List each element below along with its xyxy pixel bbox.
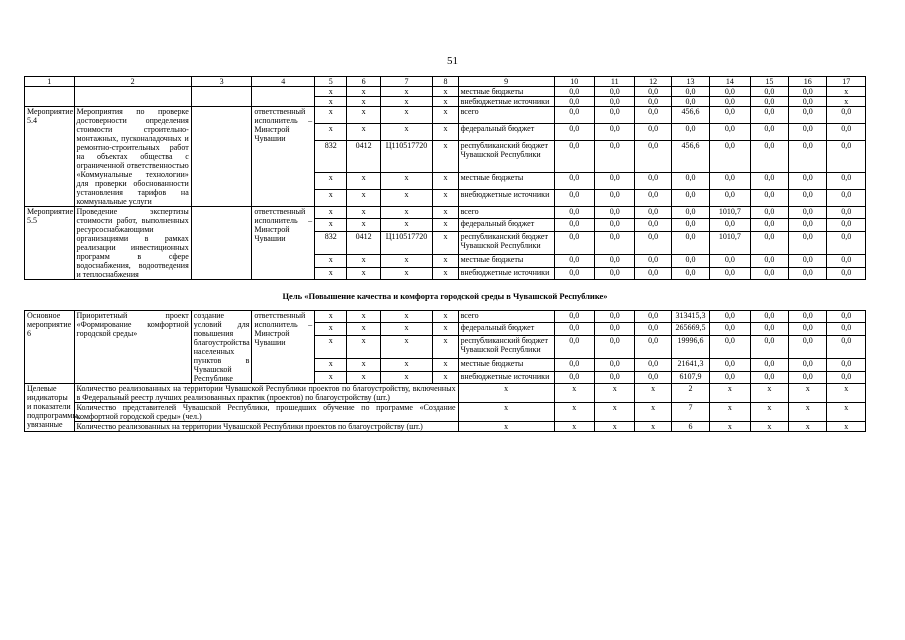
funding-source-cell: всего	[458, 107, 554, 124]
kbk-section-cell: x	[347, 255, 380, 267]
value-cell: 0,0	[554, 173, 594, 190]
value-cell: 0,0	[635, 123, 671, 140]
kbk-type-cell: x	[433, 173, 458, 190]
measure-code: Мероприятие 5.5	[25, 207, 75, 280]
value-cell: 0,0	[827, 173, 866, 190]
kbk-grbs-cell: x	[315, 173, 347, 190]
value-cell: 0,0	[635, 323, 671, 335]
value-cell: 0,0	[710, 190, 750, 207]
kbk-target-cell: x	[380, 173, 433, 190]
column-number-15: 15	[750, 77, 788, 87]
kbk-target-cell: x	[380, 123, 433, 140]
measure-executor: ответственный исполнитель – Минстрой Чувашии	[252, 207, 315, 280]
value-cell: 21641,3	[671, 359, 709, 371]
kbk-type-cell: x	[433, 323, 458, 335]
funding-source-cell: федеральный бюджет	[458, 323, 554, 335]
indicator-value: x	[458, 422, 554, 432]
indicator-row	[25, 422, 866, 432]
indicator-value: x	[710, 422, 750, 432]
title-cell	[74, 87, 191, 107]
value-cell: 0,0	[710, 311, 750, 323]
value-cell: 0,0	[789, 140, 827, 172]
value-cell: 0,0	[554, 219, 594, 231]
value-cell: 0,0	[671, 231, 709, 255]
value-cell: 0,0	[750, 311, 788, 323]
indicator-text: Количество реализованных на территории Чувашской Республики проектов по благоустройству, включенных в Федеральный реестр лучших реализованных практик (проектов) по благоустройству (шт.)	[74, 384, 458, 403]
value-cell: 0,0	[595, 219, 635, 231]
table-row	[25, 107, 866, 124]
funding-source-cell: местные бюджеты	[458, 173, 554, 190]
indicator-value: x	[789, 403, 827, 422]
funding-source-cell: местные бюджеты	[458, 87, 554, 97]
header-row	[25, 77, 866, 87]
value-cell: 0,0	[671, 97, 709, 107]
value-cell: 0,0	[595, 323, 635, 335]
kbk-grbs-cell: x	[315, 97, 347, 107]
value-cell: 0,0	[554, 207, 594, 219]
value-cell: 0,0	[635, 173, 671, 190]
funding-source-cell: внебюджетные источники	[458, 97, 554, 107]
funding-source-cell: республиканский бюджет Чувашской Республики	[458, 335, 554, 359]
indicator-value: 6	[671, 422, 709, 432]
indicator-text: Количество представителей Чувашской Республики, прошедших обучение по программе «Создание комфортной городской среды» (чел.)	[74, 403, 458, 422]
indicator-value: x	[595, 422, 635, 432]
indicator-value: x	[710, 403, 750, 422]
value-cell: 0,0	[595, 267, 635, 279]
value-cell: 0,0	[635, 359, 671, 371]
value-cell: 6107,9	[671, 371, 709, 383]
value-cell: 0,0	[595, 173, 635, 190]
value-cell: 0,0	[710, 335, 750, 359]
value-cell: 0,0	[750, 140, 788, 172]
kbk-section-cell: x	[347, 267, 380, 279]
value-cell: 0,0	[710, 87, 750, 97]
measure-title: Проведение экспертизы стоимости работ, выполненных ресурсоснабжающими организациями в рамках реализации инвестиционных программ в сфере водоснабжения, водоотведения и теплоснабжения	[74, 207, 191, 280]
value-cell: 0,0	[595, 190, 635, 207]
kbk-type-cell: x	[433, 231, 458, 255]
value-cell: 0,0	[635, 371, 671, 383]
value-cell: 0,0	[710, 173, 750, 190]
value-cell: 0,0	[635, 190, 671, 207]
measure-code: Мероприятие 5.4	[25, 107, 75, 207]
value-cell: 0,0	[750, 231, 788, 255]
value-cell: 0,0	[750, 123, 788, 140]
value-cell: 0,0	[554, 359, 594, 371]
value-cell: 0,0	[789, 311, 827, 323]
value-cell: 0,0	[789, 97, 827, 107]
kbk-grbs-cell: x	[315, 371, 347, 383]
kbk-target-cell: x	[380, 107, 433, 124]
kbk-type-cell: x	[433, 255, 458, 267]
column-number-14: 14	[710, 77, 750, 87]
value-cell: 0,0	[554, 231, 594, 255]
kbk-type-cell: x	[433, 123, 458, 140]
value-cell: 0,0	[595, 123, 635, 140]
kbk-type-cell: x	[433, 97, 458, 107]
value-cell: 313415,3	[671, 311, 709, 323]
indicator-value: x	[554, 422, 594, 432]
result-cell	[191, 87, 252, 107]
code-cell	[25, 87, 75, 107]
value-cell: 0,0	[595, 311, 635, 323]
kbk-target-cell: x	[380, 190, 433, 207]
indicator-row	[25, 403, 866, 422]
kbk-section-cell: x	[347, 173, 380, 190]
funding-source-cell: местные бюджеты	[458, 359, 554, 371]
table-row	[25, 311, 866, 323]
column-number-8: 8	[433, 77, 458, 87]
value-cell: 0,0	[789, 123, 827, 140]
value-cell: 0,0	[827, 255, 866, 267]
value-cell: 0,0	[827, 207, 866, 219]
indicator-value: x	[750, 422, 788, 432]
value-cell: 0,0	[635, 107, 671, 124]
value-cell: 0,0	[595, 371, 635, 383]
kbk-target-cell: x	[380, 87, 433, 97]
value-cell: 0,0	[554, 255, 594, 267]
kbk-type-cell: x	[433, 335, 458, 359]
kbk-section-cell: x	[347, 87, 380, 97]
value-cell: 0,0	[710, 107, 750, 124]
column-number-7: 7	[380, 77, 433, 87]
page-number: 51	[447, 55, 458, 67]
kbk-target-cell: x	[380, 97, 433, 107]
indicator-value: x	[458, 384, 554, 403]
kbk-section-cell: 0412	[347, 140, 380, 172]
indicator-value: x	[827, 384, 866, 403]
kbk-type-cell: x	[433, 207, 458, 219]
kbk-section-cell: x	[347, 311, 380, 323]
budget-table	[24, 76, 866, 432]
column-number-13: 13	[671, 77, 709, 87]
value-cell: 0,0	[554, 267, 594, 279]
value-cell: 0,0	[595, 140, 635, 172]
kbk-target-cell: x	[380, 207, 433, 219]
value-cell: 0,0	[827, 267, 866, 279]
kbk-grbs-cell: x	[315, 255, 347, 267]
value-cell: 0,0	[635, 267, 671, 279]
kbk-grbs-cell: 832	[315, 140, 347, 172]
value-cell: 0,0	[595, 359, 635, 371]
value-cell: 0,0	[710, 371, 750, 383]
kbk-type-cell: x	[433, 190, 458, 207]
value-cell: 0,0	[750, 267, 788, 279]
value-cell: 0,0	[554, 323, 594, 335]
kbk-type-cell: x	[433, 359, 458, 371]
kbk-section-cell: x	[347, 207, 380, 219]
value-cell: 0,0	[710, 219, 750, 231]
value-cell: 0,0	[635, 87, 671, 97]
column-number-10: 10	[554, 77, 594, 87]
value-cell: 0,0	[554, 123, 594, 140]
indicator-value: x	[827, 403, 866, 422]
table-row	[25, 207, 866, 219]
funding-source-cell: внебюджетные источники	[458, 190, 554, 207]
value-cell: 0,0	[827, 123, 866, 140]
value-cell: 0,0	[595, 231, 635, 255]
value-cell: 0,0	[789, 267, 827, 279]
value-cell: 456,6	[671, 107, 709, 124]
indicator-value: x	[554, 384, 594, 403]
indicator-row	[25, 384, 866, 403]
value-cell: 0,0	[789, 190, 827, 207]
funding-source-cell: республиканский бюджет Чувашской Республики	[458, 140, 554, 172]
column-number-5: 5	[315, 77, 347, 87]
kbk-grbs-cell: 832	[315, 231, 347, 255]
value-cell: 0,0	[750, 371, 788, 383]
indicator-value: x	[554, 403, 594, 422]
value-cell: 0,0	[789, 87, 827, 97]
column-number-4: 4	[252, 77, 315, 87]
kbk-type-cell: x	[433, 107, 458, 124]
value-cell: 0,0	[595, 207, 635, 219]
value-cell: 0,0	[710, 140, 750, 172]
funding-source-cell: всего	[458, 311, 554, 323]
column-number-3: 3	[191, 77, 252, 87]
value-cell: 0,0	[595, 107, 635, 124]
kbk-section-cell: x	[347, 123, 380, 140]
kbk-type-cell: x	[433, 371, 458, 383]
value-cell: 0,0	[827, 371, 866, 383]
indicator-value: x	[458, 403, 554, 422]
value-cell: 0,0	[671, 173, 709, 190]
value-cell: 0,0	[789, 255, 827, 267]
value-cell: 0,0	[750, 323, 788, 335]
value-cell: 0,0	[554, 335, 594, 359]
value-cell: 0,0	[554, 311, 594, 323]
indicator-value: x	[635, 403, 671, 422]
value-cell: 0,0	[827, 311, 866, 323]
value-cell: 0,0	[750, 255, 788, 267]
value-cell: 0,0	[827, 323, 866, 335]
value-cell: 1010,7	[710, 231, 750, 255]
kbk-section-cell: x	[347, 190, 380, 207]
value-cell: 0,0	[827, 359, 866, 371]
value-cell: 0,0	[554, 140, 594, 172]
value-cell: 0,0	[671, 207, 709, 219]
value-cell: 0,0	[671, 255, 709, 267]
kbk-target-cell: x	[380, 359, 433, 371]
value-cell: 0,0	[671, 190, 709, 207]
kbk-grbs-cell: x	[315, 323, 347, 335]
goal-row	[25, 280, 866, 311]
kbk-section-cell: 0412	[347, 231, 380, 255]
value-cell: x	[827, 87, 866, 97]
kbk-target-cell: x	[380, 255, 433, 267]
indicator-value: x	[595, 403, 635, 422]
value-cell: 0,0	[710, 97, 750, 107]
indicator-value: x	[595, 384, 635, 403]
kbk-section-cell: x	[347, 323, 380, 335]
value-cell: 0,0	[671, 219, 709, 231]
value-cell: 0,0	[750, 173, 788, 190]
value-cell: 0,0	[671, 267, 709, 279]
goal-title: Цель «Повышение качества и комфорта городской среды в Чувашской Республике»	[25, 280, 866, 311]
value-cell: 0,0	[750, 359, 788, 371]
indicator-value: 2	[671, 384, 709, 403]
value-cell: 0,0	[750, 107, 788, 124]
value-cell: 0,0	[789, 219, 827, 231]
indicator-value: x	[710, 384, 750, 403]
measure-result: создание условий для повышения благоустройства населенных пунктов в Чувашской Республике	[191, 311, 252, 384]
value-cell: 0,0	[710, 255, 750, 267]
measure-code: Основное мероприятие 6	[25, 311, 75, 384]
measure-executor: ответственный исполнитель – Минстрой Чувашии	[252, 311, 315, 384]
value-cell: 0,0	[595, 335, 635, 359]
value-cell: 19996,6	[671, 335, 709, 359]
indicator-value: 7	[671, 403, 709, 422]
indicator-value: x	[635, 422, 671, 432]
value-cell: 0,0	[554, 371, 594, 383]
indicator-value: x	[789, 422, 827, 432]
indicator-value: x	[827, 422, 866, 432]
value-cell: x	[827, 97, 866, 107]
column-number-2: 2	[74, 77, 191, 87]
kbk-grbs-cell: x	[315, 123, 347, 140]
measure-title: Приоритетный проект «Формирование комфортной городской среды»	[74, 311, 191, 384]
value-cell: 0,0	[789, 359, 827, 371]
funding-source-cell: местные бюджеты	[458, 255, 554, 267]
funding-source-cell: республиканский бюджет Чувашской Республики	[458, 231, 554, 255]
kbk-grbs-cell: x	[315, 335, 347, 359]
measure-result	[191, 107, 252, 207]
value-cell: 0,0	[635, 219, 671, 231]
kbk-grbs-cell: x	[315, 87, 347, 97]
kbk-type-cell: x	[433, 140, 458, 172]
value-cell: 0,0	[635, 335, 671, 359]
kbk-target-cell: Ц110517720	[380, 231, 433, 255]
value-cell: 456,6	[671, 140, 709, 172]
value-cell: 0,0	[750, 219, 788, 231]
kbk-grbs-cell: x	[315, 267, 347, 279]
kbk-type-cell: x	[433, 219, 458, 231]
measure-title: Мероприятия по проверке достоверности определения стоимости строительно-монтажных, пусконаладочных и ремонтно-строительных работ на объектах общества с ограниченной ответственностью «Коммунальные технологии» для проверки обоснованности установления тарифов на коммунальные услуги	[74, 107, 191, 207]
column-number-6: 6	[347, 77, 380, 87]
kbk-target-cell: x	[380, 371, 433, 383]
kbk-grbs-cell: x	[315, 219, 347, 231]
value-cell: 0,0	[827, 140, 866, 172]
indicator-value: x	[635, 384, 671, 403]
value-cell: 0,0	[554, 107, 594, 124]
value-cell: 0,0	[595, 97, 635, 107]
kbk-target-cell: x	[380, 335, 433, 359]
kbk-grbs-cell: x	[315, 311, 347, 323]
value-cell: 0,0	[789, 371, 827, 383]
value-cell: 0,0	[554, 97, 594, 107]
value-cell: 0,0	[827, 107, 866, 124]
kbk-section-cell: x	[347, 359, 380, 371]
value-cell: 0,0	[827, 219, 866, 231]
value-cell: 0,0	[595, 87, 635, 97]
kbk-target-cell: x	[380, 219, 433, 231]
value-cell: 0,0	[750, 87, 788, 97]
indicator-value: x	[750, 384, 788, 403]
funding-source-cell: федеральный бюджет	[458, 123, 554, 140]
kbk-type-cell: x	[433, 267, 458, 279]
value-cell: 0,0	[671, 123, 709, 140]
value-cell: 0,0	[750, 335, 788, 359]
value-cell: 0,0	[671, 87, 709, 97]
kbk-target-cell: x	[380, 323, 433, 335]
value-cell: 0,0	[554, 190, 594, 207]
kbk-target-cell: x	[380, 311, 433, 323]
measure-executor: ответственный исполнитель – Минстрой Чувашии	[252, 107, 315, 207]
funding-source-cell: федеральный бюджет	[458, 219, 554, 231]
value-cell: 0,0	[710, 123, 750, 140]
kbk-grbs-cell: x	[315, 359, 347, 371]
value-cell: 0,0	[595, 255, 635, 267]
value-cell: 0,0	[635, 140, 671, 172]
column-number-16: 16	[789, 77, 827, 87]
kbk-type-cell: x	[433, 87, 458, 97]
value-cell: 0,0	[635, 207, 671, 219]
funding-source-cell: внебюджетные источники	[458, 371, 554, 383]
kbk-section-cell: x	[347, 97, 380, 107]
value-cell: 0,0	[635, 97, 671, 107]
value-cell: 0,0	[635, 311, 671, 323]
value-cell: 1010,7	[710, 207, 750, 219]
column-number-11: 11	[595, 77, 635, 87]
indicator-value: x	[789, 384, 827, 403]
value-cell: 0,0	[710, 359, 750, 371]
indicator-text: Количество реализованных на территории Чувашской Республики проектов по благоустройству (шт.)	[74, 422, 458, 432]
column-number-1: 1	[25, 77, 75, 87]
value-cell: 0,0	[635, 255, 671, 267]
funding-source-cell: всего	[458, 207, 554, 219]
indicators-label: Целевые индикаторы и показатели подпрограммы, увязанные	[25, 384, 75, 432]
kbk-grbs-cell: x	[315, 107, 347, 124]
value-cell: 0,0	[789, 335, 827, 359]
value-cell: 0,0	[827, 231, 866, 255]
value-cell: 0,0	[827, 335, 866, 359]
value-cell: 0,0	[750, 207, 788, 219]
value-cell: 0,0	[710, 267, 750, 279]
kbk-section-cell: x	[347, 107, 380, 124]
column-number-12: 12	[635, 77, 671, 87]
value-cell: 0,0	[554, 87, 594, 97]
value-cell: 265669,5	[671, 323, 709, 335]
indicator-value: x	[750, 403, 788, 422]
table-row	[25, 87, 866, 97]
executor-cell	[252, 87, 315, 107]
measure-result	[191, 207, 252, 280]
kbk-grbs-cell: x	[315, 207, 347, 219]
value-cell: 0,0	[789, 231, 827, 255]
value-cell: 0,0	[750, 190, 788, 207]
kbk-target-cell: Ц110517720	[380, 140, 433, 172]
kbk-section-cell: x	[347, 371, 380, 383]
value-cell: 0,0	[789, 323, 827, 335]
value-cell: 0,0	[635, 231, 671, 255]
kbk-type-cell: x	[433, 311, 458, 323]
value-cell: 0,0	[789, 207, 827, 219]
funding-source-cell: внебюджетные источники	[458, 267, 554, 279]
column-number-9: 9	[458, 77, 554, 87]
value-cell: 0,0	[710, 323, 750, 335]
kbk-section-cell: x	[347, 219, 380, 231]
value-cell: 0,0	[827, 190, 866, 207]
kbk-section-cell: x	[347, 335, 380, 359]
value-cell: 0,0	[750, 97, 788, 107]
kbk-grbs-cell: x	[315, 190, 347, 207]
kbk-target-cell: x	[380, 267, 433, 279]
value-cell: 0,0	[789, 107, 827, 124]
value-cell: 0,0	[789, 173, 827, 190]
column-number-17: 17	[827, 77, 866, 87]
